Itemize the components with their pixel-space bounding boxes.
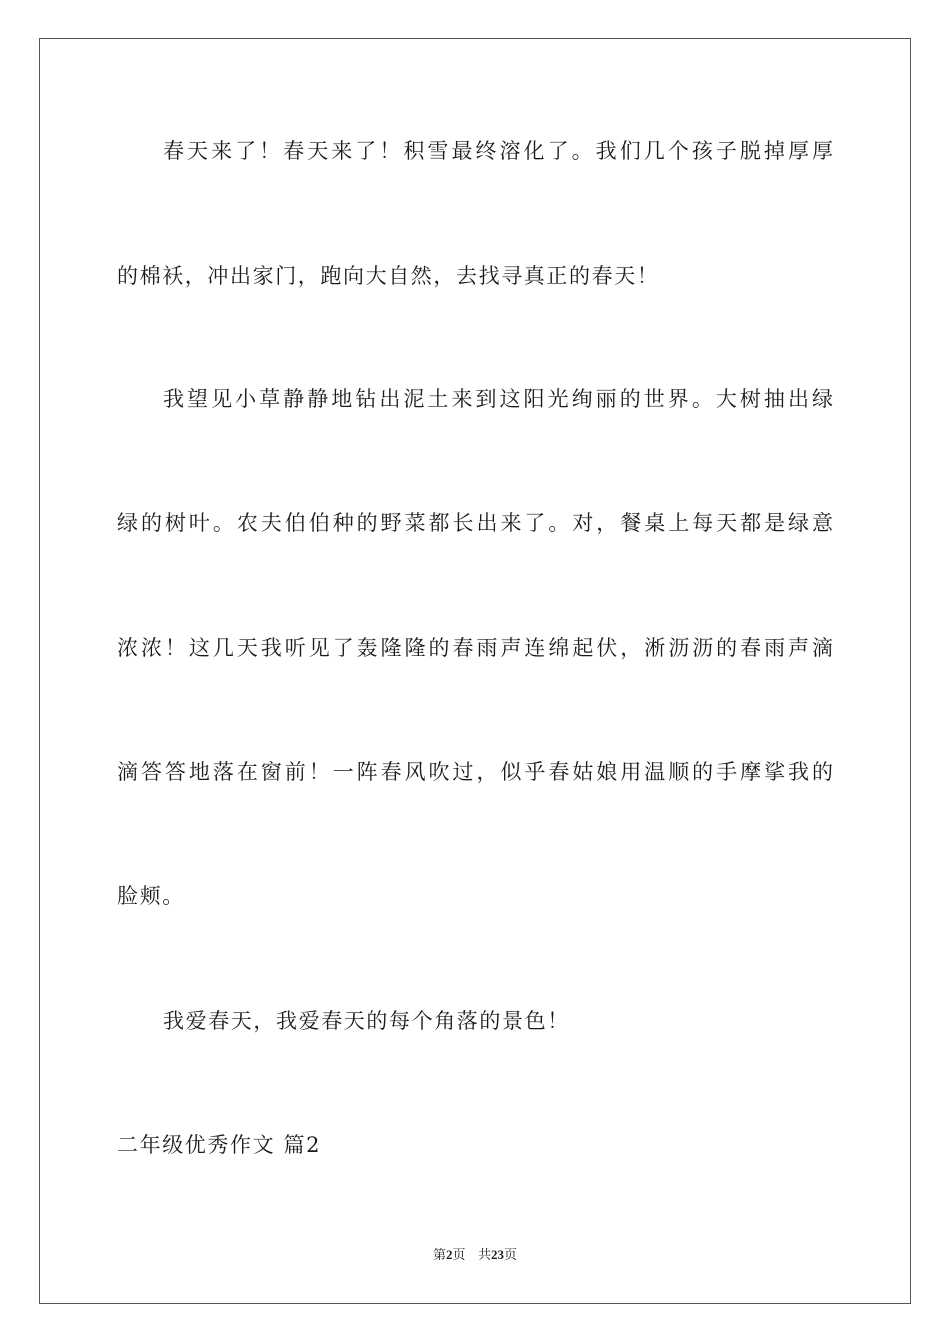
- footer-total-pages: 23: [490, 1247, 504, 1262]
- paragraph-3-line-1: 我爱春天，我爱春天的每个角落的景色！: [163, 1009, 570, 1033]
- paragraph-2-line-1: 我望见小草静静地钻出泥土来到这阳光绚丽的世界。大树抽出绿: [163, 387, 833, 411]
- paragraph-2-line-5: 脸颊。: [117, 884, 185, 908]
- footer-total-prefix: 共: [477, 1248, 491, 1263]
- paragraph-1-line-2: 的棉袄，冲出家门，跑向大自然，去找寻真正的春天！: [117, 264, 660, 288]
- footer-page-prefix: 第: [433, 1248, 447, 1263]
- footer-total-suffix: 页: [503, 1248, 517, 1263]
- footer-page-number: 2: [446, 1247, 453, 1262]
- page-border: [39, 38, 911, 1304]
- paragraph-2-line-3: 浓浓！这几天我听见了轰隆隆的春雨声连绵起伏，淅沥沥的春雨声滴: [117, 636, 833, 660]
- footer-page-suffix: 页: [452, 1248, 466, 1263]
- section-heading: 二年级优秀作文 篇2: [117, 1133, 322, 1157]
- paragraph-2-line-4: 滴答答地落在窗前！一阵春风吹过，似乎春姑娘用温顺的手摩挲我的: [117, 760, 833, 784]
- paragraph-2-line-2: 绿的树叶。农夫伯伯种的野菜都长出来了。对，餐桌上每天都是绿意: [117, 511, 833, 535]
- page-footer: [0, 1246, 950, 1265]
- paragraph-1-line-1: 春天来了！春天来了！积雪最终溶化了。我们几个孩子脱掉厚厚: [163, 139, 833, 163]
